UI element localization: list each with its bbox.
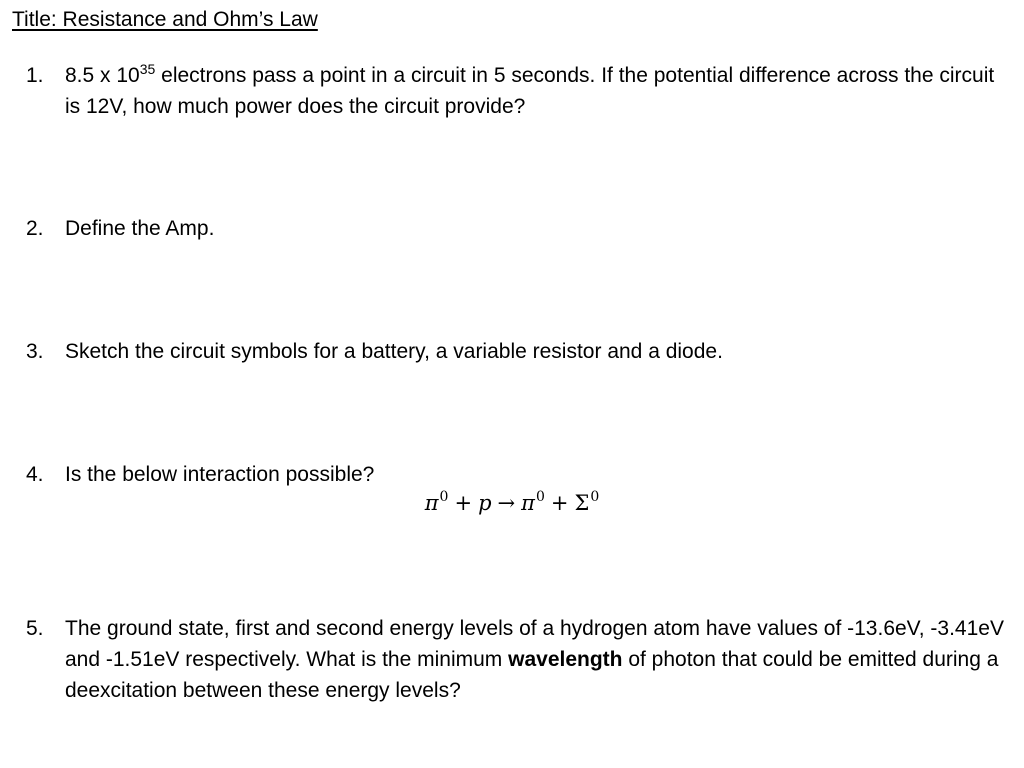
question-text-part: electrons pass a point in a circuit in 5 seconds. If the potential difference across the circuit is 12V, how much power does the circuit provide? — [65, 64, 995, 118]
question-5 — [26, 613, 1006, 706]
equation-charge: 0 — [590, 489, 600, 505]
question-number: 1. — [26, 64, 44, 87]
question-text-part: The ground state, first and second energy levels of a hydrogen atom have values of -13.6eV, -3.41eV and -1.51eV respectively. What is the minimum — [65, 617, 1004, 671]
interaction-equation — [0, 491, 1024, 515]
equation-pion: π — [521, 491, 535, 515]
question-2 — [26, 213, 1006, 244]
question-text: Is the below interaction possible? — [65, 463, 375, 486]
question-text: Define the Amp. — [65, 217, 215, 240]
question-number: 4. — [26, 463, 44, 486]
question-number: 2. — [26, 217, 44, 240]
question-number: 5. — [26, 617, 44, 640]
question-text — [65, 60, 1006, 122]
question-1 — [26, 60, 1006, 122]
question-4 — [26, 459, 1006, 490]
emphasis-wavelength: wavelength — [508, 648, 623, 671]
question-text-part: 8.5 x 10 — [65, 64, 140, 87]
question-3 — [26, 336, 1006, 367]
equation-sigma: Σ — [574, 491, 590, 515]
equation-charge: 0 — [535, 489, 545, 505]
question-text: Sketch the circuit symbols for a battery, a variable resistor and a diode. — [65, 340, 723, 363]
equation-charge: 0 — [439, 489, 449, 505]
slide-title: Title: Resistance and Ohm’s Law — [12, 8, 318, 31]
equation-proton: p — [478, 491, 492, 515]
equation-pion: π — [424, 491, 439, 515]
question-number: 3. — [26, 340, 44, 363]
exponent: 35 — [139, 61, 156, 77]
question-text — [65, 613, 1006, 706]
equation-arrow: → — [497, 491, 516, 515]
equation-plus: + — [550, 491, 569, 515]
equation-plus: + — [454, 491, 473, 515]
question-text-part: of photon that could be emitted during a deexcitation between these energy levels? — [65, 648, 999, 702]
